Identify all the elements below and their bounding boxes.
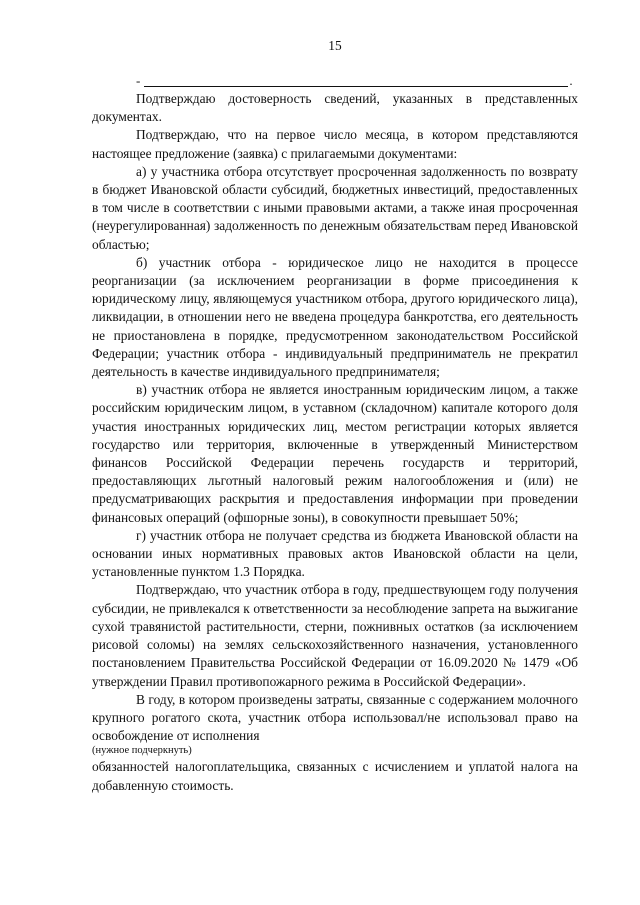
blank-line-prefix: - <box>136 72 141 88</box>
paragraph-confirm-date: Подтверждаю, что на первое число месяца, в котором представляются настоящее предложение (заявка) с прилагаемыми документами: <box>92 127 578 161</box>
vat-text-before-note: В году, в котором произведены затраты, связанные с содержанием молочного крупного рогатого скота, участник отбора использовал/не использовал право на освобождение от исполнения <box>92 691 578 744</box>
blank-fill-line <box>136 74 578 90</box>
paragraph-item-g: г) участник отбора не получает средства из бюджета Ивановской области на основании иных нормативных правовых актов Ивановской области на цели, установленные пунктом 1.3 Порядка. <box>92 527 578 580</box>
paragraph-item-v: в) участник отбора не является иностранным юридическим лицом, а также российским юридическим лицом, в уставном (складочном) капитале которого доля участия иностранных юридических лиц, местом регистрации которых является государство или территория, включенные в утвержденный Министерством финансов Российской Федерации перечень государств и территорий, предоставляющих льготный налоговый режим налогообложения и (или) не предусматривающих раскрытия и предоставления информации при проведении финансовых операций (офшорные зоны), в совокупности превышает 50%; <box>92 382 578 525</box>
paragraph-fire-safety: Подтверждаю, что участник отбора в году, предшествующем году получения субсидии, не привлекался к ответственности за несоблюдение запрета на выжигание сухой травянистой растительности, стерни, пожнивных остатков (за исключением рисовой соломы) на землях сельскохозяйственного назначения, установленного постановлением Правительства Российской Федерации от 16.09.2020 № 1479 «Об утверждении Правил противопожарного режима в Российской Федерации». <box>92 582 578 689</box>
vat-text-after-note: обязанностей налогоплательщика, связанных с исчислением и уплатой налога на добавленную стоимость. <box>92 759 578 793</box>
blank-line-suffix: . <box>569 72 573 88</box>
paragraph-item-b: б) участник отбора - юридическое лицо не находится в процессе реорганизации (за исключением реорганизации в форме присоединения к юридическому лицу, являющемуся участником отбора, другого юридического лица), ликвидации, в отношении него не введена процедура банкротства, его деятельность не приостановлена в порядке, предусмотренном законодательством Российской Федерации; участник отбора - индивидуальный предприниматель не прекратил деятельность в качестве индивидуального предпринимателя; <box>92 254 578 380</box>
paragraph-vat <box>92 691 578 795</box>
blank-line-rule <box>144 86 568 87</box>
page-number: 15 <box>328 38 342 53</box>
paragraph-confirm-reliability: Подтверждаю достоверность сведений, указанных в представленных документах. <box>92 91 578 125</box>
vat-underline-note: (нужное подчеркнуть) <box>92 745 192 757</box>
paragraph-item-a: а) у участника отбора отсутствует просроченная задолженность по возврату в бюджет Ивановской области субсидий, бюджетных инвестиций, предоставленных в том числе в соответствии с иными правовыми актами, а также иная просроченная (неурегулированная) задолженность по денежным обязательствам перед Ивановской областью; <box>92 163 578 252</box>
